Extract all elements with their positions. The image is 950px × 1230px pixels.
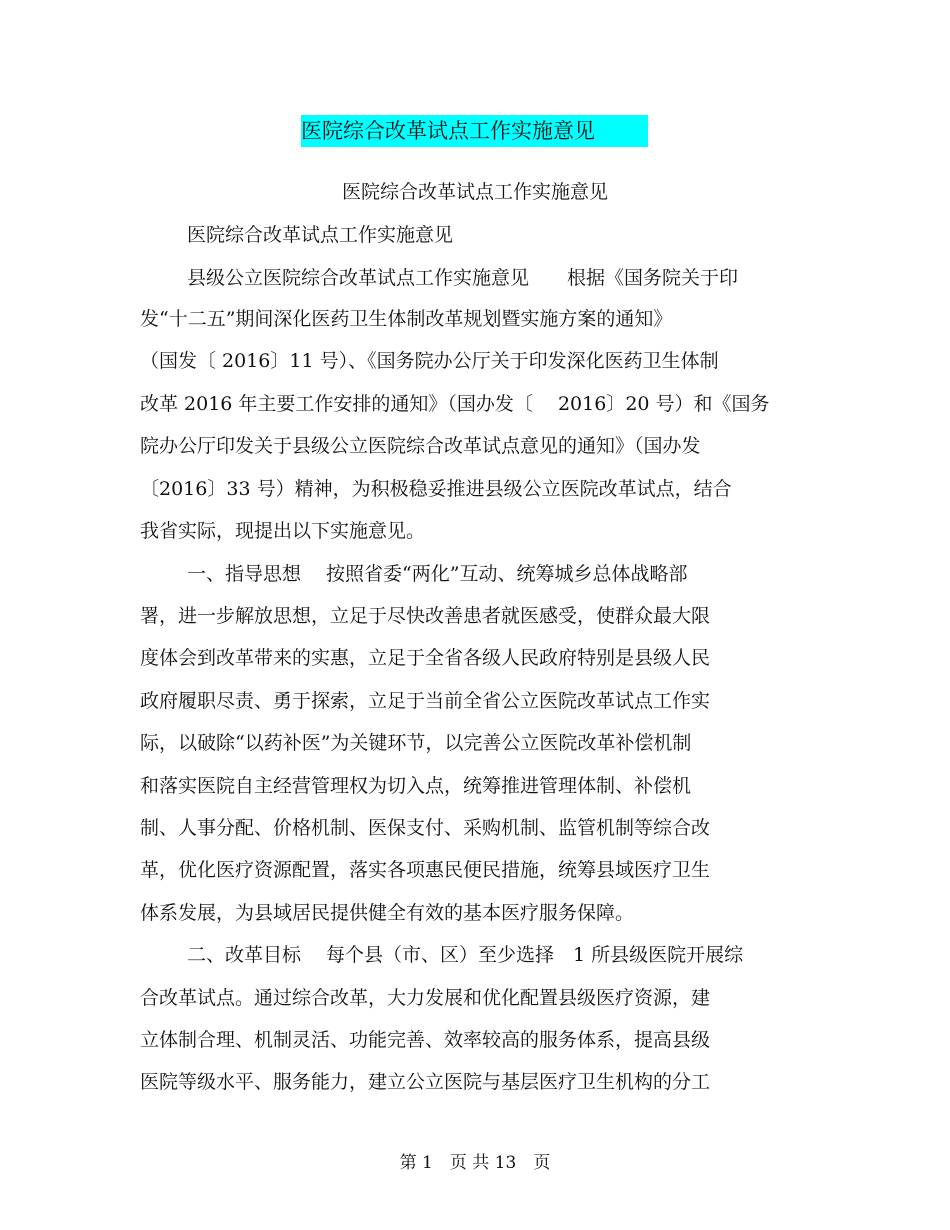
body-line: 署，进一步解放思想，立足于尽快改善患者就医感受，使群众最大限 xyxy=(140,605,711,627)
page-indicator: 第 1 页 共 13 页 xyxy=(399,1153,551,1173)
body-line: 医院等级水平、服务能力，建立公立医院与基层医疗卫生机构的分工 xyxy=(140,1071,711,1093)
body-line: 一、指导思想 按照省委“两化”互动、统筹城乡总体战略部 xyxy=(187,563,688,585)
body-line: 制、人事分配、价格机制、医保支付、采购机制、监管机制等综合改 xyxy=(140,817,711,839)
highlighted-title: 医院综合改革试点工作实施意见 xyxy=(301,115,648,147)
body-line: 合改革试点。通过综合改革，大力发展和优化配置县级医疗资源，建 xyxy=(140,987,711,1009)
body-line: （国发〔 2016〕11 号）、《国务院办公厅关于印发深化医药卫生体制 xyxy=(140,350,719,372)
body-line: 〔2016〕33 号）精神，为积极稳妥推进县级公立医院改革试点，结合 xyxy=(140,478,732,500)
body-line: 立体制合理、机制灵活、功能完善、效率较高的服务体系，提高县级 xyxy=(140,1029,711,1051)
body-line: 政府履职尽责、勇于探索，立足于当前全省公立医院改革试点工作实 xyxy=(140,690,711,712)
body-line: 体系发展，为县域居民提供健全有效的基本医疗服务保障。 xyxy=(140,902,635,924)
body-line: 医院综合改革试点工作实施意见 xyxy=(187,224,454,246)
body-line: 和落实医院自主经营管理权为切入点，统筹推进管理体制、补偿机 xyxy=(140,775,692,797)
body-line: 二、改革目标 每个县（市、区）至少选择 1 所县级医院开展综 xyxy=(187,944,744,966)
body-line: 发“十二五”期间深化医药卫生体制改革规划暨实施方案的通知》 xyxy=(140,308,673,330)
body-line: 度体会到改革带来的实惠，立足于全省各级人民政府特别是县级人民 xyxy=(140,647,711,669)
body-line: 改革 2016 年主要工作安排的通知》（国办发〔 2016〕20 号）和《国务 xyxy=(140,393,770,415)
document-subtitle: 医院综合改革试点工作实施意见 xyxy=(341,181,608,203)
body-line: 我省实际，现提出以下实施意见。 xyxy=(140,520,426,542)
body-line: 县级公立医院综合改革试点工作实施意见 根据《国务院关于印 xyxy=(187,267,739,289)
body-line: 际，以破除“以药补医”为关键环节，以完善公立医院改革补偿机制 xyxy=(140,732,692,754)
body-line: 院办公厅印发关于县级公立医院综合改革试点意见的通知》（国办发 xyxy=(140,435,701,457)
body-line: 革，优化医疗资源配置，落实各项惠民便民措施，统筹县域医疗卫生 xyxy=(140,859,711,881)
